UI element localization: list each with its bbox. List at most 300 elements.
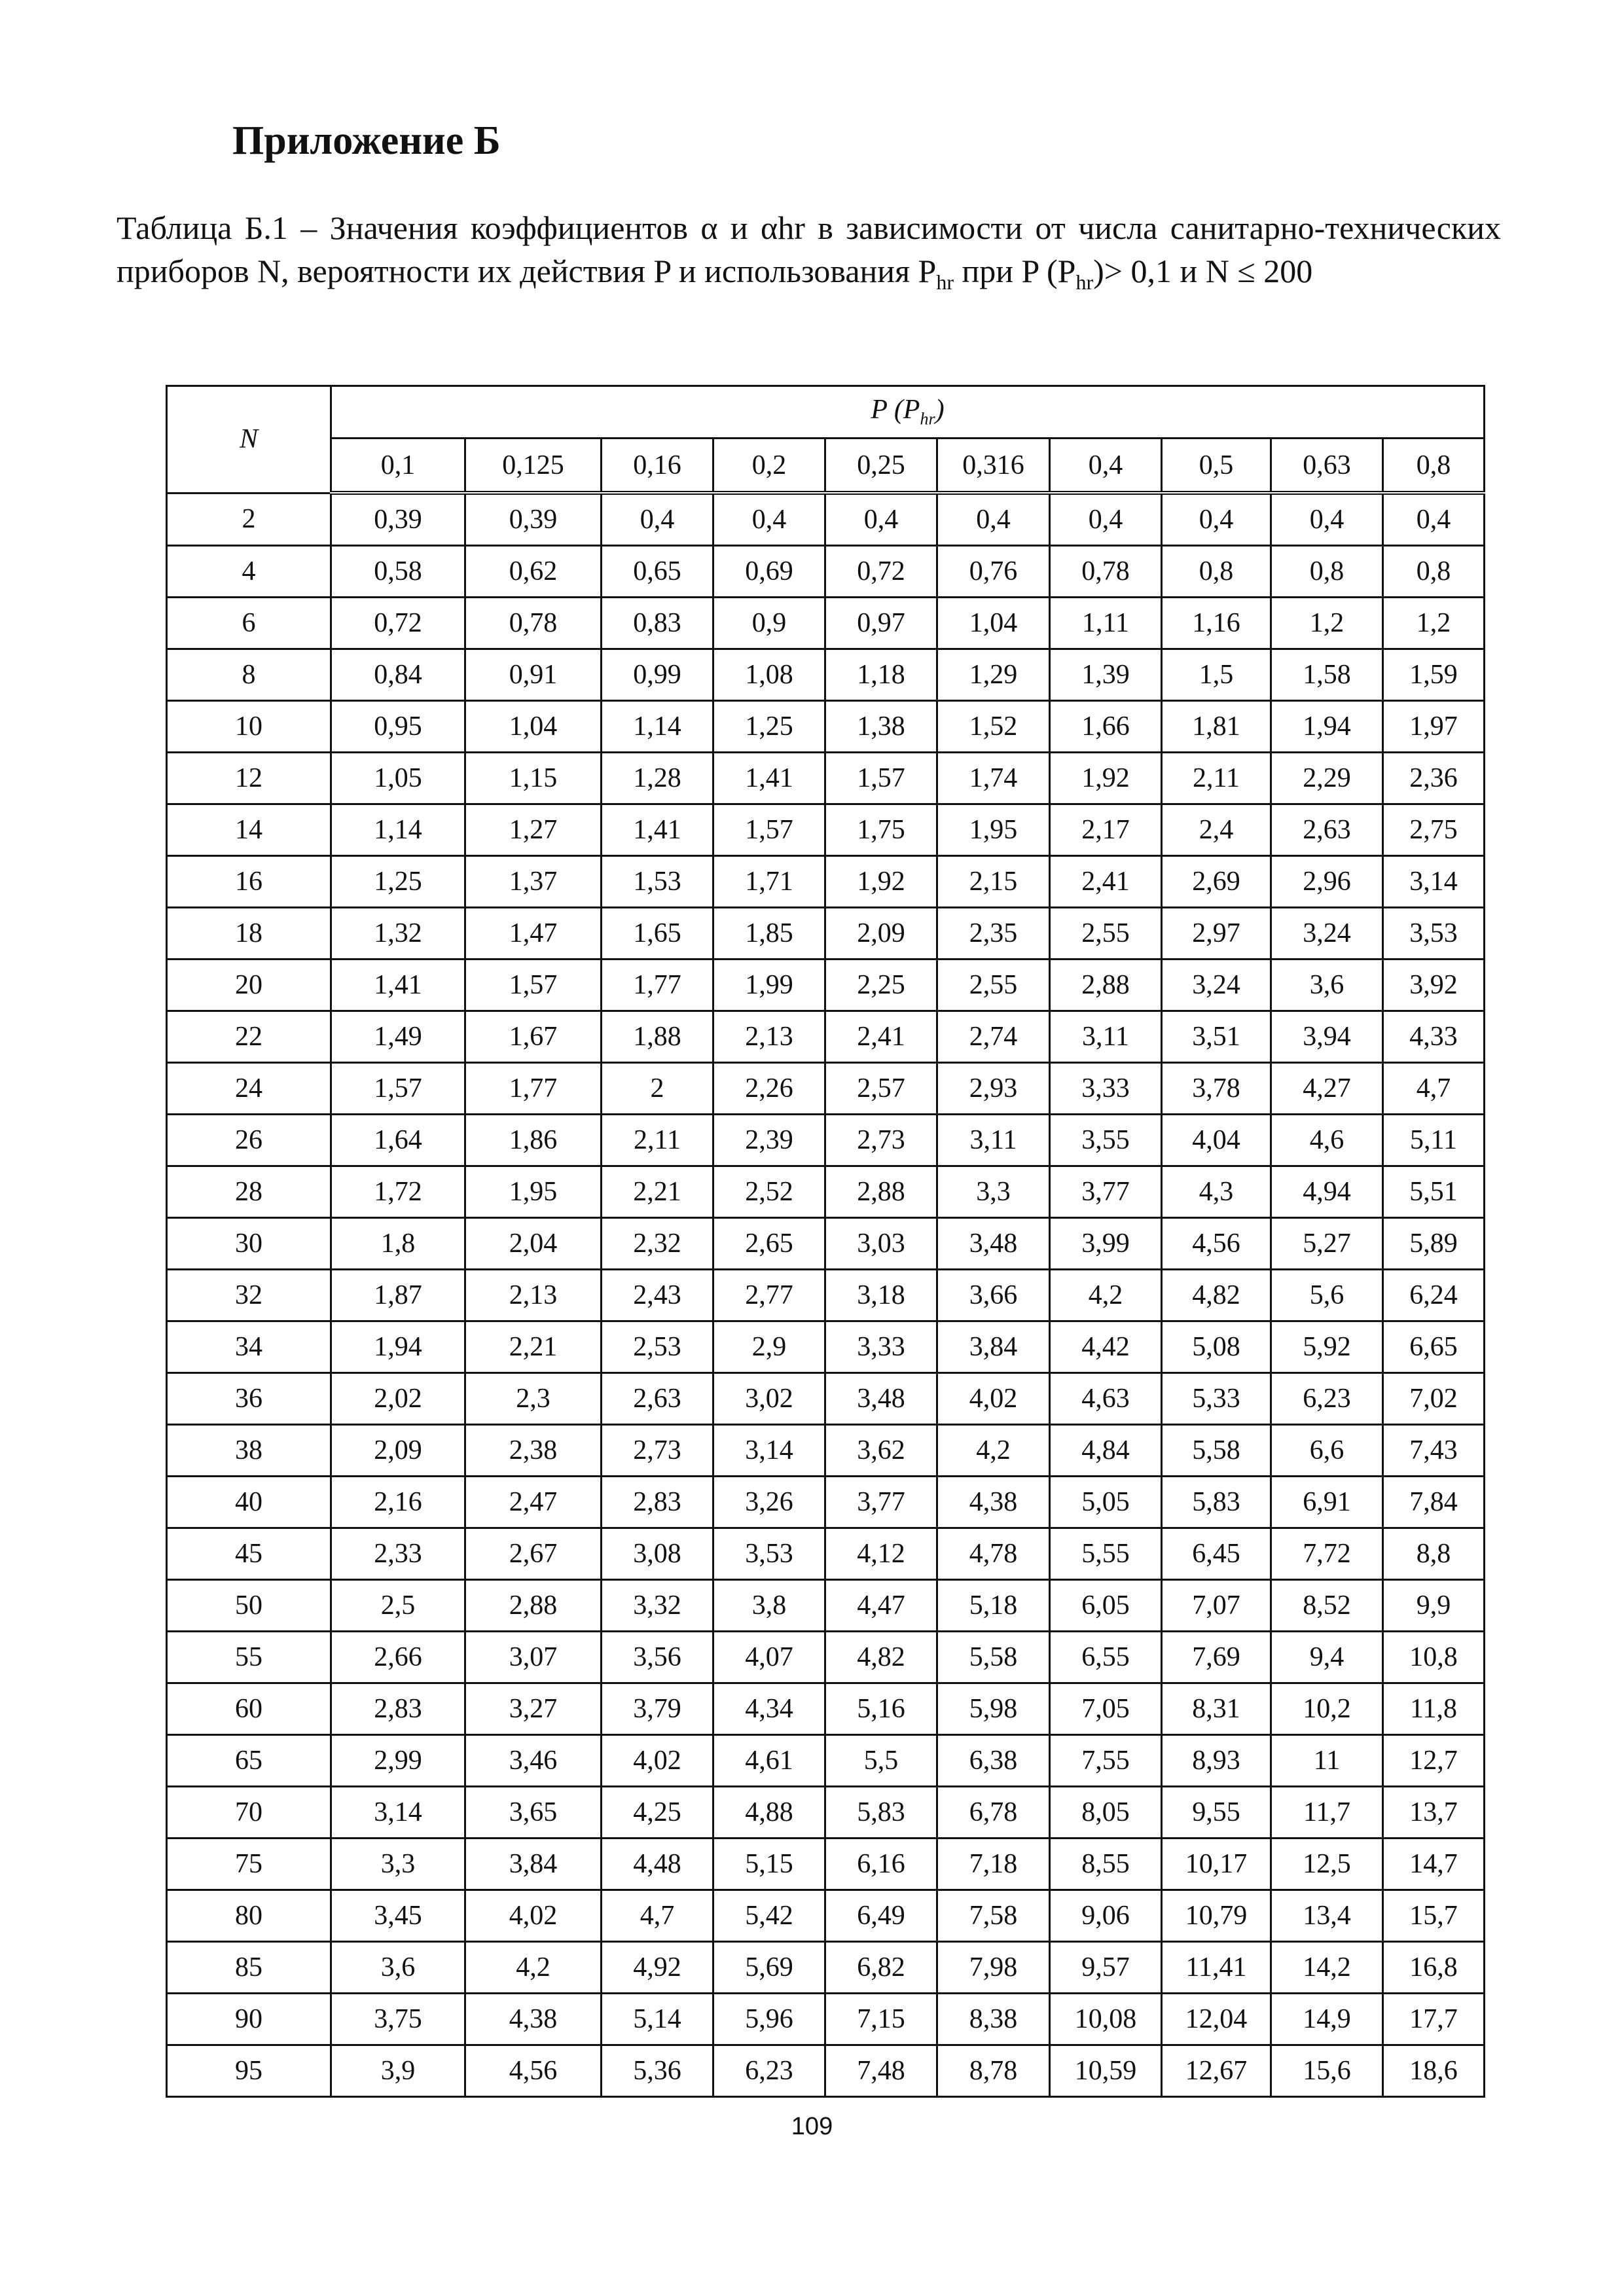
table-row — [167, 546, 1485, 598]
coefficient-cell: 2,57 — [825, 1063, 937, 1115]
coefficient-cell: 5,83 — [1162, 1477, 1271, 1528]
p-value-header: 0,63 — [1271, 439, 1383, 493]
coefficient-cell: 3,03 — [825, 1218, 937, 1270]
coefficient-cell: 3,79 — [602, 1683, 713, 1735]
n-value-cell: 26 — [167, 1115, 331, 1166]
coefficient-cell: 0,72 — [331, 598, 465, 649]
coefficient-cell: 1,64 — [331, 1115, 465, 1166]
coefficient-cell: 7,07 — [1162, 1580, 1271, 1632]
n-value-cell: 2 — [167, 493, 331, 546]
coefficient-cell: 1,27 — [465, 804, 602, 856]
coefficient-cell: 3,3 — [331, 1839, 465, 1890]
coefficient-cell: 1,25 — [713, 701, 825, 753]
coefficient-cell: 4,27 — [1271, 1063, 1383, 1115]
coefficient-cell: 5,69 — [713, 1942, 825, 1994]
coefficient-cell: 5,98 — [937, 1683, 1050, 1735]
coefficient-cell: 2,53 — [602, 1321, 713, 1373]
coefficient-cell: 4,02 — [465, 1890, 602, 1942]
coefficient-cell: 1,85 — [713, 908, 825, 960]
coefficient-cell: 3,18 — [825, 1270, 937, 1321]
coefficient-cell: 1,59 — [1383, 649, 1485, 701]
page-heading: Приложение Б — [232, 118, 501, 163]
coefficient-cell: 4,07 — [713, 1632, 825, 1683]
coefficient-cell: 3,55 — [1050, 1115, 1162, 1166]
coefficient-cell: 2,21 — [465, 1321, 602, 1373]
table-caption — [117, 206, 1501, 304]
p-value-header-row — [167, 439, 1485, 493]
coefficient-cell: 1,39 — [1050, 649, 1162, 701]
coefficient-cell: 5,51 — [1383, 1166, 1485, 1218]
coefficient-cell: 1,29 — [937, 649, 1050, 701]
n-value-cell: 22 — [167, 1011, 331, 1063]
coefficient-cell: 10,8 — [1383, 1632, 1485, 1683]
table-row — [167, 1942, 1485, 1994]
coefficient-cell: 8,78 — [937, 2045, 1050, 2097]
coefficient-cell: 2,4 — [1162, 804, 1271, 856]
table-row — [167, 701, 1485, 753]
coefficient-cell: 0,58 — [331, 546, 465, 598]
coefficient-cell: 2,13 — [713, 1011, 825, 1063]
coefficient-cell: 15,6 — [1271, 2045, 1383, 2097]
n-value-cell: 30 — [167, 1218, 331, 1270]
coefficient-cell: 3,08 — [602, 1528, 713, 1580]
coefficient-cell: 7,55 — [1050, 1735, 1162, 1787]
coefficient-cell: 1,95 — [465, 1166, 602, 1218]
coefficient-cell: 3,78 — [1162, 1063, 1271, 1115]
coefficient-cell: 5,92 — [1271, 1321, 1383, 1373]
coefficient-cell: 4,34 — [713, 1683, 825, 1735]
coefficient-cell: 2,52 — [713, 1166, 825, 1218]
coefficient-cell: 14,2 — [1271, 1942, 1383, 1994]
p-value-header: 0,4 — [1050, 439, 1162, 493]
coefficient-cell: 2,39 — [713, 1115, 825, 1166]
coefficient-cell: 16,8 — [1383, 1942, 1485, 1994]
n-value-cell: 50 — [167, 1580, 331, 1632]
coefficient-cell: 2 — [602, 1063, 713, 1115]
coefficient-cell: 2,88 — [825, 1166, 937, 1218]
n-value-cell: 24 — [167, 1063, 331, 1115]
n-value-cell: 12 — [167, 753, 331, 804]
coefficient-cell: 5,15 — [713, 1839, 825, 1890]
coefficient-cell: 8,38 — [937, 1994, 1050, 2045]
p-value-header: 0,5 — [1162, 439, 1271, 493]
n-value-cell: 95 — [167, 2045, 331, 2097]
coefficient-cell: 3,92 — [1383, 960, 1485, 1011]
coefficient-cell: 1,66 — [1050, 701, 1162, 753]
n-value-cell: 70 — [167, 1787, 331, 1839]
coefficient-cell: 9,9 — [1383, 1580, 1485, 1632]
coefficient-cell: 0,97 — [825, 598, 937, 649]
coefficient-cell: 12,04 — [1162, 1994, 1271, 2045]
coefficient-cell: 4,82 — [825, 1632, 937, 1683]
coefficient-cell: 8,93 — [1162, 1735, 1271, 1787]
coefficient-cell: 1,14 — [602, 701, 713, 753]
coefficient-cell: 6,45 — [1162, 1528, 1271, 1580]
coefficient-cell: 0,39 — [465, 493, 602, 546]
table-row — [167, 2045, 1485, 2097]
coefficient-cell: 3,48 — [937, 1218, 1050, 1270]
coefficient-cell: 4,92 — [602, 1942, 713, 1994]
table-row — [167, 804, 1485, 856]
coefficient-cell: 17,7 — [1383, 1994, 1485, 2045]
coefficient-table — [166, 385, 1485, 2098]
caption-subscript: hr — [1075, 270, 1094, 294]
coefficient-cell: 7,48 — [825, 2045, 937, 2097]
coefficient-cell: 1,87 — [331, 1270, 465, 1321]
coefficient-cell: 2,97 — [1162, 908, 1271, 960]
coefficient-cell: 3,84 — [465, 1839, 602, 1890]
coefficient-cell: 2,96 — [1271, 856, 1383, 908]
coefficient-cell: 1,11 — [1050, 598, 1162, 649]
coefficient-cell: 2,88 — [1050, 960, 1162, 1011]
coefficient-cell: 1,15 — [465, 753, 602, 804]
coefficient-cell: 4,82 — [1162, 1270, 1271, 1321]
coefficient-cell: 1,77 — [602, 960, 713, 1011]
n-value-cell: 85 — [167, 1942, 331, 1994]
coefficient-cell: 1,41 — [713, 753, 825, 804]
coefficient-cell: 9,57 — [1050, 1942, 1162, 1994]
coefficient-cell: 4,12 — [825, 1528, 937, 1580]
coefficient-cell: 1,04 — [937, 598, 1050, 649]
table-row — [167, 753, 1485, 804]
table-row — [167, 960, 1485, 1011]
coefficient-cell: 5,33 — [1162, 1373, 1271, 1425]
coefficient-cell: 1,95 — [937, 804, 1050, 856]
coefficient-cell: 5,58 — [1162, 1425, 1271, 1477]
coefficient-cell: 6,6 — [1271, 1425, 1383, 1477]
coefficient-cell: 0,4 — [1050, 493, 1162, 546]
coefficient-cell: 4,56 — [465, 2045, 602, 2097]
coefficient-cell: 4,38 — [937, 1477, 1050, 1528]
coefficient-cell: 2,73 — [825, 1115, 937, 1166]
coefficient-cell: 1,5 — [1162, 649, 1271, 701]
coefficient-cell: 3,77 — [825, 1477, 937, 1528]
coefficient-cell: 5,5 — [825, 1735, 937, 1787]
n-value-cell: 38 — [167, 1425, 331, 1477]
coefficient-cell: 4,7 — [602, 1890, 713, 1942]
coefficient-cell: 9,06 — [1050, 1890, 1162, 1942]
caption-text: Таблица Б.1 – Значения коэффициентов α и αhr в зависимости от числа санитарно-технических приборов N, вероятности их действия P и использования P — [117, 209, 1501, 289]
coefficient-cell: 3,14 — [713, 1425, 825, 1477]
coefficient-cell: 2,26 — [713, 1063, 825, 1115]
coefficient-cell: 4,78 — [937, 1528, 1050, 1580]
coefficient-cell: 12,5 — [1271, 1839, 1383, 1890]
coefficient-cell: 1,05 — [331, 753, 465, 804]
coefficient-cell: 2,09 — [331, 1425, 465, 1477]
coefficient-cell: 1,88 — [602, 1011, 713, 1063]
p-value-header: 0,316 — [937, 439, 1050, 493]
table-row — [167, 649, 1485, 701]
table-row — [167, 1839, 1485, 1890]
coefficient-cell: 3,32 — [602, 1580, 713, 1632]
coefficient-cell: 6,23 — [713, 2045, 825, 2097]
coefficient-cell: 1,74 — [937, 753, 1050, 804]
coefficient-cell: 3,27 — [465, 1683, 602, 1735]
coefficient-cell: 2,65 — [713, 1218, 825, 1270]
coefficient-cell: 10,08 — [1050, 1994, 1162, 2045]
coefficient-cell: 2,36 — [1383, 753, 1485, 804]
coefficient-cell: 7,72 — [1271, 1528, 1383, 1580]
coefficient-cell: 1,72 — [331, 1166, 465, 1218]
coefficient-cell: 4,7 — [1383, 1063, 1485, 1115]
coefficient-cell: 5,11 — [1383, 1115, 1485, 1166]
table-row — [167, 1425, 1485, 1477]
coefficient-cell: 4,84 — [1050, 1425, 1162, 1477]
coefficient-cell: 0,83 — [602, 598, 713, 649]
coefficient-cell: 1,04 — [465, 701, 602, 753]
coefficient-cell: 7,58 — [937, 1890, 1050, 1942]
p-group-header: P $(P_{hr})$ — [331, 386, 1485, 439]
coefficient-cell: 0,62 — [465, 546, 602, 598]
coefficient-cell: 11,41 — [1162, 1942, 1271, 1994]
coefficient-cell: 0,78 — [1050, 546, 1162, 598]
coefficient-cell: 4,56 — [1162, 1218, 1271, 1270]
coefficient-cell: 2,77 — [713, 1270, 825, 1321]
coefficient-cell: 9,4 — [1271, 1632, 1383, 1683]
n-value-cell: 40 — [167, 1477, 331, 1528]
coefficient-cell: 4,88 — [713, 1787, 825, 1839]
coefficient-cell: 14,7 — [1383, 1839, 1485, 1890]
coefficient-cell: 1,94 — [331, 1321, 465, 1373]
coefficient-cell: 0,99 — [602, 649, 713, 701]
coefficient-cell: 1,97 — [1383, 701, 1485, 753]
table-row — [167, 1011, 1485, 1063]
table-row — [167, 1373, 1485, 1425]
table-row — [167, 1735, 1485, 1787]
coefficient-cell: 0,39 — [331, 493, 465, 546]
coefficient-cell: 5,83 — [825, 1787, 937, 1839]
coefficient-cell: 8,52 — [1271, 1580, 1383, 1632]
coefficient-cell: 3,33 — [1050, 1063, 1162, 1115]
coefficient-cell: 2,32 — [602, 1218, 713, 1270]
coefficient-cell: 0,4 — [1162, 493, 1271, 546]
coefficient-cell: 5,18 — [937, 1580, 1050, 1632]
table-row — [167, 1270, 1485, 1321]
coefficient-cell: 4,04 — [1162, 1115, 1271, 1166]
coefficient-cell: 0,91 — [465, 649, 602, 701]
coefficient-cell: 1,77 — [465, 1063, 602, 1115]
coefficient-cell: 1,38 — [825, 701, 937, 753]
coefficient-cell: 1,94 — [1271, 701, 1383, 753]
coefficient-cell: 3,53 — [713, 1528, 825, 1580]
coefficient-cell: 4,2 — [465, 1942, 602, 1994]
p-value-header: 0,8 — [1383, 439, 1485, 493]
coefficient-cell: 10,17 — [1162, 1839, 1271, 1890]
coefficient-cell: 2,88 — [465, 1580, 602, 1632]
coefficient-cell: 2,04 — [465, 1218, 602, 1270]
coefficient-cell: 15,7 — [1383, 1890, 1485, 1942]
table-row — [167, 1063, 1485, 1115]
coefficient-cell: 5,58 — [937, 1632, 1050, 1683]
table-row — [167, 908, 1485, 960]
coefficient-cell: 10,2 — [1271, 1683, 1383, 1735]
table-row — [167, 856, 1485, 908]
coefficient-cell: 5,27 — [1271, 1218, 1383, 1270]
coefficient-cell: 8,31 — [1162, 1683, 1271, 1735]
coefficient-cell: 2,3 — [465, 1373, 602, 1425]
coefficient-cell: 5,36 — [602, 2045, 713, 2097]
coefficient-cell: 3,11 — [1050, 1011, 1162, 1063]
coefficient-cell: 2,15 — [937, 856, 1050, 908]
coefficient-cell: 1,32 — [331, 908, 465, 960]
coefficient-cell: 3,45 — [331, 1890, 465, 1942]
coefficient-cell: 3,62 — [825, 1425, 937, 1477]
coefficient-cell: 3,46 — [465, 1735, 602, 1787]
coefficient-cell: 1,86 — [465, 1115, 602, 1166]
coefficient-cell: 0,76 — [937, 546, 1050, 598]
coefficient-cell: 4,02 — [602, 1735, 713, 1787]
n-value-cell: 4 — [167, 546, 331, 598]
table-row — [167, 1528, 1485, 1580]
coefficient-cell: 3,11 — [937, 1115, 1050, 1166]
coefficient-cell: 4,42 — [1050, 1321, 1162, 1373]
coefficient-cell: 1,81 — [1162, 701, 1271, 753]
coefficient-cell: 3,53 — [1383, 908, 1485, 960]
coefficient-cell: 3,3 — [937, 1166, 1050, 1218]
n-value-cell: 55 — [167, 1632, 331, 1683]
coefficient-cell: 1,57 — [825, 753, 937, 804]
coefficient-cell: 1,92 — [825, 856, 937, 908]
coefficient-cell: 5,14 — [602, 1994, 713, 2045]
p-value-header: 0,125 — [465, 439, 602, 493]
coefficient-cell: 7,02 — [1383, 1373, 1485, 1425]
coefficient-cell: 2,63 — [1271, 804, 1383, 856]
coefficient-cell: 1,57 — [331, 1063, 465, 1115]
coefficient-cell: 5,6 — [1271, 1270, 1383, 1321]
coefficient-cell: 5,89 — [1383, 1218, 1485, 1270]
coefficient-cell: 5,05 — [1050, 1477, 1162, 1528]
coefficient-cell: 1,92 — [1050, 753, 1162, 804]
table-row — [167, 1218, 1485, 1270]
table-row — [167, 1321, 1485, 1373]
coefficient-cell: 1,71 — [713, 856, 825, 908]
coefficient-cell: 1,41 — [331, 960, 465, 1011]
coefficient-cell: 7,43 — [1383, 1425, 1485, 1477]
coefficient-cell: 2,83 — [602, 1477, 713, 1528]
coefficient-cell: 0,8 — [1383, 546, 1485, 598]
coefficient-cell: 1,49 — [331, 1011, 465, 1063]
n-value-cell: 18 — [167, 908, 331, 960]
coefficient-cell: 7,98 — [937, 1942, 1050, 1994]
coefficient-cell: 1,16 — [1162, 598, 1271, 649]
coefficient-cell: 1,65 — [602, 908, 713, 960]
coefficient-cell: 11,7 — [1271, 1787, 1383, 1839]
coefficient-cell: 3,9 — [331, 2045, 465, 2097]
coefficient-cell: 0,9 — [713, 598, 825, 649]
coefficient-cell: 1,37 — [465, 856, 602, 908]
n-value-cell: 20 — [167, 960, 331, 1011]
coefficient-cell: 2,83 — [331, 1683, 465, 1735]
coefficient-cell: 1,2 — [1383, 598, 1485, 649]
coefficient-cell: 6,23 — [1271, 1373, 1383, 1425]
n-value-cell: 65 — [167, 1735, 331, 1787]
coefficient-cell: 4,63 — [1050, 1373, 1162, 1425]
coefficient-cell: 0,84 — [331, 649, 465, 701]
table-row — [167, 1477, 1485, 1528]
coefficient-cell: 6,55 — [1050, 1632, 1162, 1683]
coefficient-cell: 0,95 — [331, 701, 465, 753]
coefficient-cell: 3,75 — [331, 1994, 465, 2045]
coefficient-cell: 6,49 — [825, 1890, 937, 1942]
coefficient-cell: 2,93 — [937, 1063, 1050, 1115]
coefficient-cell: 5,16 — [825, 1683, 937, 1735]
coefficient-cell: 4,2 — [937, 1425, 1050, 1477]
coefficient-cell: 3,26 — [713, 1477, 825, 1528]
n-value-cell: 8 — [167, 649, 331, 701]
coefficient-cell: 2,35 — [937, 908, 1050, 960]
n-value-cell: 60 — [167, 1683, 331, 1735]
coefficient-cell: 5,42 — [713, 1890, 825, 1942]
coefficient-cell: 2,99 — [331, 1735, 465, 1787]
coefficient-cell: 0,8 — [1162, 546, 1271, 598]
n-value-cell: 34 — [167, 1321, 331, 1373]
coefficient-cell: 1,18 — [825, 649, 937, 701]
coefficient-cell: 3,84 — [937, 1321, 1050, 1373]
table-row — [167, 598, 1485, 649]
coefficient-cell: 7,15 — [825, 1994, 937, 2045]
coefficient-cell: 1,67 — [465, 1011, 602, 1063]
coefficient-cell: 7,84 — [1383, 1477, 1485, 1528]
coefficient-cell: 1,8 — [331, 1218, 465, 1270]
coefficient-cell: 1,14 — [331, 804, 465, 856]
coefficient-cell: 13,4 — [1271, 1890, 1383, 1942]
coefficient-cell: 8,55 — [1050, 1839, 1162, 1890]
coefficient-cell: 2,41 — [1050, 856, 1162, 908]
coefficient-cell: 4,25 — [602, 1787, 713, 1839]
caption-text: при P (P — [954, 253, 1076, 289]
coefficient-cell: 11 — [1271, 1735, 1383, 1787]
coefficient-cell: 2,11 — [1162, 753, 1271, 804]
n-value-cell: 75 — [167, 1839, 331, 1890]
coefficient-cell: 3,07 — [465, 1632, 602, 1683]
coefficient-cell: 2,29 — [1271, 753, 1383, 804]
coefficient-cell: 2,43 — [602, 1270, 713, 1321]
coefficient-cell: 3,56 — [602, 1632, 713, 1683]
n-value-cell: 14 — [167, 804, 331, 856]
coefficient-cell: 6,91 — [1271, 1477, 1383, 1528]
table-row — [167, 1115, 1485, 1166]
coefficient-cell: 2,63 — [602, 1373, 713, 1425]
coefficient-cell: 4,3 — [1162, 1166, 1271, 1218]
coefficient-cell: 0,72 — [825, 546, 937, 598]
coefficient-cell: 7,18 — [937, 1839, 1050, 1890]
coefficient-cell: 1,75 — [825, 804, 937, 856]
coefficient-cell: 3,6 — [331, 1942, 465, 1994]
coefficient-cell: 3,51 — [1162, 1011, 1271, 1063]
coefficient-cell: 0,4 — [1383, 493, 1485, 546]
coefficient-cell: 1,28 — [602, 753, 713, 804]
coefficient-cell: 0,4 — [1271, 493, 1383, 546]
p-value-header: 0,16 — [602, 439, 713, 493]
coefficient-cell: 2,9 — [713, 1321, 825, 1373]
coefficient-cell: 3,65 — [465, 1787, 602, 1839]
coefficient-cell: 4,02 — [937, 1373, 1050, 1425]
coefficient-cell: 2,25 — [825, 960, 937, 1011]
coefficient-cell: 3,8 — [713, 1580, 825, 1632]
coefficient-cell: 1,99 — [713, 960, 825, 1011]
coefficient-cell: 0,8 — [1271, 546, 1383, 598]
coefficient-cell: 5,08 — [1162, 1321, 1271, 1373]
coefficient-cell: 2,67 — [465, 1528, 602, 1580]
coefficient-cell: 2,73 — [602, 1425, 713, 1477]
table-row — [167, 1632, 1485, 1683]
p-value-header: 0,25 — [825, 439, 937, 493]
coefficient-cell: 6,82 — [825, 1942, 937, 1994]
table-body — [167, 493, 1485, 2097]
coefficient-cell: 1,52 — [937, 701, 1050, 753]
coefficient-cell: 6,38 — [937, 1735, 1050, 1787]
table-row — [167, 1787, 1485, 1839]
